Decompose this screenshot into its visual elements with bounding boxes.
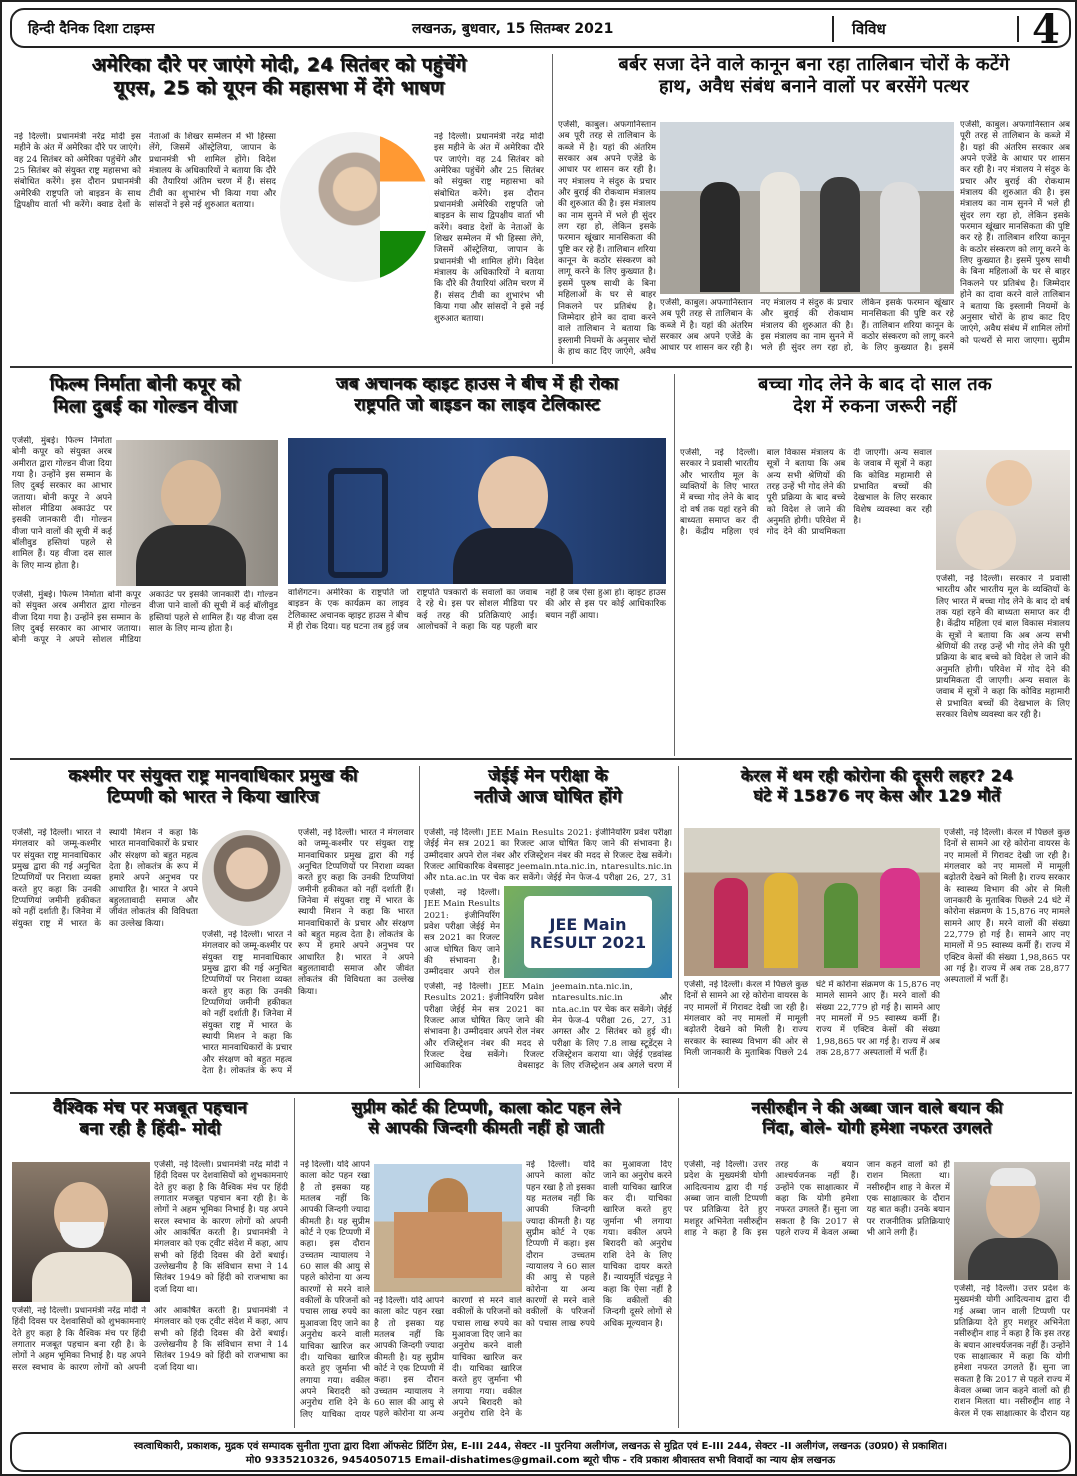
article-body: एजेंसी, नई दिल्ली। सरकार ने प्रवासी भारतीय और भारतीय मूल के व्यक्तियों के लिए भारत में बच्चा गोद लेने के बाद दो वर्ष तक यहां रहने की बाध्यता समाप्त कर दी है। केंद्रीय महिला एवं बाल विकास मंत्रालय के सूत्रों ने बताया कि अब अन्य सभी श्रेणियों की तरह उन्हें भी गोद लेने की पूरी प्रक्रिया के बाद बच्चे को विदेश ले जाने की अनुमति होगी। परिवेश में गोद देने की प्राथमिकता दी जाएगी। अन्य सवाल के जवाब में सूत्रों ने कहा कि कोविड महामारी से प्रभावित बच्चों की देखभाल के लिए सरकार विशेष व्यवस्था कर रही है। (680, 448, 932, 538)
column-rule (294, 1098, 295, 1428)
headline: अमेरिका दौरे पर जाएंगे मोदी, 24 सितंबर को पहुंचेंगे (91, 54, 467, 76)
article-body: एजेंसी, नई दिल्ली। JEE Main Results 2021: इंजीनियरिंग प्रवेश परीक्षा जेईई मेन सत्र 2021 का रिजल्ट आज घोषित किए जाने की संभावना है। उम्मीदवार अपने रोल (424, 888, 500, 978)
article-body: एजेंसी, मुंबई। फिल्म निर्माता बोनी कपूर को संयुक्त अरब अमीरात द्वारा गोल्डन वीजा दिया गया है। उन्होंने इस सम्मान के लिए दुबई सरकार का आभार जताया। बोनी कपूर ने अपने सोशल मीडिया अकाउंट पर इसकी जानकारी दी। गोल्डन वीजा पाने वालों की सूची में कई बॉलीवुड हस्तियां पहले से शामिल हैं। यह वीजा दस साल के लिए मान्य होता है। (12, 590, 278, 646)
headline: जब अचानक व्हाइट हाउस ने बीच में ही रोका (335, 374, 619, 394)
article-body: एजेंसी, नई दिल्ली। सरकार ने प्रवासी भारतीय और भारतीय मूल के व्यक्तियों के लिए भारत में बच्चा गोद लेने के बाद दो वर्ष तक यहां रहने की बाध्यता समाप्त कर दी है। केंद्रीय महिला एवं बाल विकास मंत्रालय के सूत्रों ने बताया कि अब अन्य सभी श्रेणियों की तरह उन्हें भी गोद लेने की पूरी प्रक्रिया के बाद बच्चे को विदेश ले जाने की अनुमति होगी। परिवेश में गोद देने की प्राथमिकता दी जाएगी। अन्य सवाल के जवाब में सूत्रों ने कहा कि कोविड महामारी से प्रभावित बच्चों की देखभाल के लिए सरकार विशेष व्यवस्था कर रही है। (936, 574, 1070, 721)
kapoor-photo (116, 440, 278, 586)
un-chief-photo (202, 830, 292, 926)
article-taliban (556, 54, 1072, 364)
headline: घंटे में 15876 नए केस और 129 मौतें (753, 785, 1001, 805)
article-modi-us (10, 54, 548, 362)
article-biden (284, 374, 670, 754)
article-body: एजेंसी, नई दिल्ली। केरल में पिछले कुछ दिनों से सामने आ रहे कोरोना वायरस के नए मामलों में गिरावट देखी जा रही है। मंगलवार को नए मामलों में मामूली बढ़ोतरी देखने को मिली है। राज्य सरकार के स्वास्थ्य विभाग की ओर से मिली जानकारी के मुताबिक पिछले 24 घंटे में कोरोना संक्रमण के 15,876 नए मामले सामने आए हैं। मरने वालों की संख्या 22,779 हो गई है। सामने आए नए मामलों में 95 स्वास्थ्य कर्मी हैं। राज्य में एक्टिव केसों की संख्या 1,98,865 पर आ गई है। राज्य में अब तक 28,877 अस्पतालों में भर्ती हैं। (684, 980, 940, 1059)
india-flag-icon (380, 132, 430, 282)
article-body: नई दिल्ली। यदि आपने काला कोट पहन रखा है तो इसका यह मतलब नहीं कि आपकी जिन्दगी ज्यादा कीमती है। यह सुप्रीम कोर्ट ने एक टिप्पणी में कहा। इस दौरान उच्चतम न्यायालय ने 60 साल की आयु से पहले कोरोना या अन्य कारणों से मरने वाले वकीलों के परिजनों को पचास लाख रुपये का मुआवजा दिए जाने का अनुरोध करने वाली याचिका खारिज कर दी। याचिका खारिज करते हुए जुर्माना भी लगाया गया। वकील अपने बिरादरी को अनुरोध राशि देने के लिए याचिका दायर (300, 1160, 370, 1420)
headline: कश्मीर पर संयुक्त राष्ट्र मानवाधिकार प्रमुख की (68, 766, 358, 786)
paper-name: हिन्दी दैनिक दिशा टाइम्स (28, 21, 155, 37)
adoption-photo (936, 450, 1070, 570)
section-rule (10, 1092, 1072, 1094)
contact-numbers: मो0 9335210326, 9454050715 Email- (245, 1454, 450, 1466)
bureau-chief: ब्यूरो चीफ - रवि प्रकाश श्रीवास्तव सभी विवादों का न्याय क्षेत्र लखनऊ (583, 1454, 836, 1466)
article-jee (422, 766, 674, 1088)
jee-photo (504, 886, 672, 978)
article-kerala (682, 766, 1072, 1088)
masthead-divider (832, 16, 834, 42)
article-body: एजेंसी, नई दिल्ली। उत्तर प्रदेश के मुख्यमंत्री योगी आदित्यनाथ द्वारा दी गई अब्बा जान वाली टिप्पणी पर प्रतिक्रिया देते हुए मशहूर अभिनेता नसीरुद्दीन शाह ने कहा है कि इस तरह के बयान आश्चर्यजनक नहीं हैं। उन्होंने एक साक्षात्कार में कहा कि योगी हमेशा नफरत उगलते हैं। सुना जा सकता है कि 2017 से पहले राज्य में केवल अब्बा जान कहने वालों को ही राशन मिलता था। नसीरुद्दीन शाह ने केरल में एक साक्षात्कार के दौरान यह (954, 1284, 1070, 1419)
page-number: 4 (1032, 6, 1060, 53)
headline: टिप्पणी को भारत ने किया खारिज (107, 786, 319, 807)
headline: नतीजे आज घोषित होंगे (474, 786, 622, 807)
headline: निंदा, बोले- योगी हमेशा नफरत उगलते (762, 1117, 992, 1137)
article-body: एजेंसी, काबुल। अफगानिस्तान अब पूरी तरह से तालिबान के कब्जे में है। यहां की अंतरिम सरकार अब अपने एजेंडे के आधार पर शासन कर रही है। नए मंत्रालय ने संदुरु के प्रचार और बुराई की रोकथाम मंत्रालय की शुरुआत की है। इस मंत्रालय का नाम सुनने में भले ही सुंदर लग रहा हो, लेकिन इसके फरमान खूंखार मानसिकता की पुष्टि कर रहे हैं। तालिबान शरिया कानून के कठोर संस्करण को लागू करने के लिए कुख्यात है। इसमें (660, 298, 954, 354)
headline: राष्ट्रपति जो बाइडन का लाइव टेलिकास्ट (354, 394, 600, 415)
taliban-photo (660, 122, 954, 294)
jee-result-badge (524, 896, 652, 968)
imprint-line: स्वत्वाधिकारी, प्रकाशक, मुद्रक एवं सम्पादक सुनीता गुप्ता द्वारा दिशा ऑफसेट प्रिंटिंग प्रेस, E-III 244, सेक्टर -II पुरनिया अलीगंज, लखनऊ से मुद्रित एवं E-III 244, सेक्टर -II अलीगंज, लखनऊ (उ0प्र0) से प्रकाशित। (133, 1441, 948, 1452)
column-rule (552, 54, 553, 364)
imprint-footer (10, 1432, 1071, 1472)
article-body: एजेंसी, नई दिल्ली। प्रधानमंत्री नरेंद्र मोदी ने हिंदी दिवस पर देशवासियों को शुभकामनाएं देते हुए कहा है कि वैश्विक मंच पर हिंदी लगातार मजबूत पहचान बना रही है। के लोगों ने अहम भूमिका निभाई है। यह अपने सरल स्वभाव के कारण लोगों को अपनी ओर आकर्षित करती है। प्रधानमंत्री ने मंगलवार को एक ट्वीट संदेश में कहा, आप सभी को हिंदी दिवस की ढेरों बधाई। उल्लेखनीय है कि संविधान सभा ने 14 सितंबर 1949 को हिंदी को राजभाषा का दर्जा दिया था। (12, 1306, 288, 1373)
biden-photo (288, 438, 666, 584)
article-body: नई दिल्ली। प्रधानमंत्री नरेंद्र मोदी इस महीने के अंत में अमेरिका दौरे पर जाएंगे। वह 24 सितंबर को अमेरिका पहुंचेंगे और 25 सितंबर को संयुक्त राष्ट्र महासभा को संबोधित करेंगे। इस दौरान प्रधानमंत्री अमेरिकी राष्ट्रपति जो बाइडन के साथ द्विपक्षीय वार्ता भी करेंगे। क्वाड देशों के नेताओं के शिखर सम्मेलन में भी हिस्सा लेंगे, जिसमें ऑस्ट्रेलिया, जापान के प्रधानमंत्री भी शामिल होंगे। विदेश मंत्रालय के अधिकारियों ने बताया कि दौरे की तैयारियां अंतिम चरण में हैं। संसद टीवी का शुभारंभ भी किया गया और सांसदों ने इसे नई शुरुआत बताया। (434, 132, 544, 324)
article-body: नई दिल्ली। प्रधानमंत्री नरेंद्र मोदी इस महीने के अंत में अमेरिका दौरे पर जाएंगे। वह 24 सितंबर को अमेरिका पहुंचेंगे और 25 सितंबर को संयुक्त राष्ट्र महासभा को संबोधित करेंगे। इस दौरान प्रधानमंत्री अमेरिकी राष्ट्रपति जो बाइडन के साथ द्विपक्षीय वार्ता भी करेंगे। क्वाड देशों के नेताओं के शिखर सम्मेलन में भी हिस्सा लेंगे, जिसमें ऑस्ट्रेलिया, जापान के प्रधानमंत्री भी शामिल होंगे। विदेश मंत्रालय के अधिकारियों ने बताया कि दौरे की तैयारियां अंतिम चरण में हैं। संसद टीवी का शुभारंभ भी किया गया और सांसदों ने इसे नई शुरुआत बताया। (14, 132, 276, 211)
column-rule (678, 766, 679, 1088)
article-body: एजेंसी, नई दिल्ली। भारत ने मंगलवार को जम्मू-कश्मीर पर संयुक्त राष्ट्र मानवाधिकार प्रमुख द्वारा की गई अनुचित टिप्पणियों पर निराशा व्यक्त करते हुए कहा कि उनकी टिप्पणियां जमीनी हकीकत को नहीं दर्शाती हैं। जिनेवा में संयुक्त राष्ट्र में भारत के स्थायी मिशन ने कहा कि भारत मानवाधिकारों के प्रचार और संरक्षण को बहुत महत्व देता है। लोकतंत्र के रूप में (202, 930, 292, 1077)
headline: बर्बर सजा देने वाले कानून बना रहा तालिबान चोरों के कटेंगे (618, 54, 1010, 75)
section-rule (10, 758, 1072, 760)
article-body: एजेंसी, नई दिल्ली। उत्तर प्रदेश के मुख्यमंत्री योगी आदित्यनाथ द्वारा दी गई अब्बा जान वाली टिप्पणी पर प्रतिक्रिया देते हुए मशहूर अभिनेता नसीरुद्दीन शाह ने कहा है कि इस तरह के बयान आश्चर्यजनक नहीं हैं। उन्होंने एक साक्षात्कार में कहा कि योगी हमेशा नफरत उगलते हैं। सुना जा सकता है कि 2017 से पहले राज्य में केवल अब्बा जान कहने वालों को ही राशन मिलता था। नसीरुद्दीन शाह ने केरल में एक साक्षात्कार के दौरान यह बात कही। उनके बयान पर राजनीतिक प्रतिक्रियाएं भी आने लगी हैं। (684, 1160, 950, 1239)
article-body: एजेंसी, काबुल। अफगानिस्तान अब पूरी तरह से तालिबान के कब्जे में है। यहां की अंतरिम सरकार अब अपने एजेंडे के आधार पर शासन कर रही है। नए मंत्रालय ने संदुरु के प्रचार और बुराई की रोकथाम मंत्रालय की शुरुआत की है। इस मंत्रालय का नाम सुनने में भले ही सुंदर लग रहा हो, लेकिन इसके फरमान खूंखार मानसिकता की पुष्टि कर रहे हैं। तालिबान शरिया कानून के कठोर संस्करण को लागू करने के लिए कुख्यात है। इसमें पुरुष साथी के बिना महिलाओं के घर से बाहर निकलने पर प्रतिबंध है। जिम्मेदार होने का दावा करने वाले तालिबान ने बताया कि इस्लामी नियमों के अनुसार चोरों के हाथ काट दिए जाएंगे, अवैध (558, 120, 656, 357)
masthead-divider (1017, 16, 1019, 42)
article-adoption (678, 374, 1072, 754)
article-naseeruddin (682, 1098, 1072, 1428)
headline: नसीरुद्दीन ने की अब्बा जान वाले बयान की (751, 1098, 1003, 1117)
article-kapoor (10, 374, 280, 754)
section-name: विविध (852, 20, 886, 38)
column-rule (419, 766, 420, 1088)
headline: बना रही है हिंदी- मोदी (79, 1118, 221, 1139)
column-rule (674, 374, 675, 756)
badge-line: JEE Main (549, 915, 627, 934)
article-supreme-court (298, 1098, 674, 1428)
headline: मिला दुबई का गोल्डन वीजा (53, 395, 237, 417)
headline: जेईई मेन परीक्षा के (488, 766, 608, 786)
article-body: नई दिल्ली। यदि आपने काला कोट पहन रखा है तो इसका यह मतलब नहीं कि आपकी जिन्दगी ज्यादा कीमती है। यह सुप्रीम कोर्ट ने एक टिप्पणी में कहा। इस दौरान उच्चतम न्यायालय ने 60 साल की आयु से पहले कोरोना या अन्य कारणों से मरने वाले वकीलों के परिजनों को पचास लाख रुपये का मुआवजा दिए जाने का अनुरोध करने वाली याचिका खारिज कर दी। याचिका खारिज करते हुए जुर्माना भी लगाया गया। वकील अपने बिरादरी को अनुरोध राशि देने के लिए याचिका दायर करते हैं। न्यायमूर्ति चंद्रचूड़ ने कहा कि ऐसा नहीं है कि वकीलों की जिन्दगी दूसरे लोगों से अधिक मूल्यवान है। (526, 1160, 672, 1329)
article-body: एजेंसी, नई दिल्ली। केरल में पिछले कुछ दिनों से सामने आ रहे कोरोना वायरस के नए मामलों में गिरावट देखी जा रही है। मंगलवार को नए मामलों में मामूली बढ़ोतरी देखने को मिली है। राज्य सरकार के स्वास्थ्य विभाग की ओर से मिली जानकारी के मुताबिक पिछले 24 घंटे में कोरोना संक्रमण के 15,876 नए मामले सामने आए हैं। मरने वालों की संख्या 22,779 हो गई है। सामने आए नए मामलों में 95 स्वास्थ्य कर्मी हैं। राज्य में एक्टिव केसों की संख्या 1,98,865 पर आ गई है। राज्य में अब तक 28,877 अस्पतालों में भर्ती हैं। (944, 828, 1070, 986)
article-body: एजेंसी, नई दिल्ली। भारत ने मंगलवार को जम्मू-कश्मीर पर संयुक्त राष्ट्र मानवाधिकार प्रमुख द्वारा की गई अनुचित टिप्पणियों पर निराशा व्यक्त करते हुए कहा कि उनकी टिप्पणियां जमीनी हकीकत को नहीं दर्शाती हैं। जिनेवा में संयुक्त राष्ट्र में भारत के स्थायी मिशन ने कहा कि भारत मानवाधिकारों के प्रचार और संरक्षण को बहुत महत्व देता है। लोकतंत्र के रूप में हमारे अपने अनुभव पर आधारित है। भारत ने अपने बहुलतावादी समाज और जीवंत लोकतंत्र की विविधता का उल्लेख किया। (298, 828, 414, 997)
article-body: एजेंसी, मुंबई। फिल्म निर्माता बोनी कपूर को संयुक्त अरब अमीरात द्वारा गोल्डन वीजा दिया गया है। उन्होंने इस सम्मान के लिए दुबई सरकार का आभार जताया। बोनी कपूर ने अपने सोशल मीडिया अकाउंट पर इसकी जानकारी दी। गोल्डन वीजा पाने वालों की सूची में कई बॉलीवुड हस्तियां पहले से शामिल हैं। यह वीजा दस साल के लिए मान्य होता है। (12, 436, 112, 571)
headline: हाथ, अवैध संबंध बनाने वालों पर बरसेंगे पत्थर (659, 75, 969, 97)
modi-hindi-photo (12, 1162, 150, 1302)
article-body: एजेंसी, नई दिल्ली। प्रधानमंत्री नरेंद्र मोदी ने हिंदी दिवस पर देशवासियों को शुभकामनाएं देते हुए कहा है कि वैश्विक मंच पर हिंदी लगातार मजबूत पहचान बना रही है। के लोगों ने अहम भूमिका निभाई है। यह अपने सरल स्वभाव के कारण लोगों को अपनी ओर आकर्षित करती है। प्रधानमंत्री ने मंगलवार को एक ट्वीट संदेश में कहा, आप सभी को हिंदी दिवस की ढेरों बधाई। उल्लेखनीय है कि संविधान सभा ने 14 सितंबर 1949 को हिंदी को राजभाषा का दर्जा दिया था। (154, 1160, 288, 1295)
headline: बच्चा गोद लेने के बाद दो साल तक (758, 374, 992, 395)
masthead (10, 6, 1071, 53)
headline: से आपकी जिन्दगी कीमती नहीं हो जाती (368, 1117, 604, 1137)
modi-photo (280, 132, 430, 282)
headline: फिल्म निर्माता बोनी कपूर को (49, 374, 241, 395)
column-rule (678, 1098, 679, 1428)
naseeruddin-photo (954, 1162, 1070, 1280)
headline: देश में रुकना जरूरी नहीं (793, 395, 957, 417)
kerala-covid-photo (684, 828, 940, 976)
headline: केरल में थम रही कोरोना की दूसरी लहर? 24 (740, 766, 1014, 785)
badge-line: RESULT 2021 (529, 933, 647, 953)
article-hindi (10, 1098, 290, 1428)
article-body: एजेंसी, नई दिल्ली। भारत ने मंगलवार को जम्मू-कश्मीर पर संयुक्त राष्ट्र मानवाधिकार प्रमुख द्वारा की गई अनुचित टिप्पणियों पर निराशा व्यक्त करते हुए कहा कि उनकी टिप्पणियां जमीनी हकीकत को नहीं दर्शाती हैं। जिनेवा में संयुक्त राष्ट्र में भारत के स्थायी मिशन ने कहा कि भारत मानवाधिकारों के प्रचार और संरक्षण को बहुत महत्व देता है। लोकतंत्र के रूप में हमारे अपने अनुभव पर आधारित है। भारत ने अपने बहुलतावादी समाज और जीवंत लोकतंत्र की विविधता का उल्लेख किया। (12, 828, 198, 929)
headline: यूएस, 25 को यूएन की महासभा में देंगे भाषण (113, 77, 445, 100)
article-body: एजेंसी, नई दिल्ली। JEE Main Results 2021: इंजीनियरिंग प्रवेश परीक्षा जेईई मेन सत्र 2021 का रिजल्ट आज घोषित किए जाने की संभावना है। उम्मीदवार अपने रोल नंबर और रजिस्ट्रेशन नंबर की मदद से रिजल्ट देख सकेंगे। रिजल्ट आधिकारिक वेबसाइट jeemain.nta.nic.in, ntaresults.nic.in और nta.ac.in पर चेक कर सकेंगे। जेईई मेन फेज-4 परीक्षा 26, 27, 31 अगस्त और 2 सितंबर को हुई थी। परीक्षा के लिए 7.8 लाख स्टूडेंट्स ने रजिस्ट्रेशन कराया था। जेईई एडवांस्ड के लिए रजिस्ट्रेशन अब अगले चरण में (424, 982, 672, 1072)
headline: वैश्विक मंच पर मजबूत पहचान (52, 1098, 248, 1118)
article-body: एजेंसी, काबुल। अफगानिस्तान अब पूरी तरह से तालिबान के कब्जे में है। यहां की अंतरिम सरकार अब अपने एजेंडे के आधार पर शासन कर रही है। नए मंत्रालय ने संदुरु के प्रचार और बुराई की रोकथाम मंत्रालय की शुरुआत की है। इस मंत्रालय का नाम सुनने में भले ही सुंदर लग रहा हो, लेकिन इसके फरमान खूंखार मानसिकता की पुष्टि कर रहे हैं। तालिबान शरिया कानून के कठोर संस्करण को लागू करने के लिए कुख्यात है। इसमें पुरुष साथी के बिना महिलाओं के घर से बाहर निकलने पर प्रतिबंध है। जिम्मेदार होने का दावा करने वाले तालिबान ने बताया कि इस्लामी नियमों के अनुसार चोरों के हाथ काट दिए जाएंगे, अवैध संबंध में शामिल लोगों को पत्थरों से मारा जाएगा। सुप्रीम (960, 120, 1070, 346)
headline: सुप्रीम कोर्ट की टिप्पणी, काला कोट पहन लेने (351, 1098, 621, 1117)
article-body: एजेंसी, नई दिल्ली। JEE Main Results 2021: इंजीनियरिंग प्रवेश परीक्षा जेईई मेन सत्र 2021 का रिजल्ट आज घोषित किए जाने की संभावना है। उम्मीदवार अपने रोल नंबर और रजिस्ट्रेशन नंबर की मदद से रिजल्ट देख सकेंगे। रिजल्ट आधिकारिक वेबसाइट jeemain.nta.nic.in, ntaresults.nic.in और nta.ac.in पर चेक कर सकेंगे। जेईई मेन फेज-4 परीक्षा 26, 27, 31 (424, 828, 672, 884)
place-date: लखनऊ, बुधवार, 15 सितम्बर 2021 (412, 21, 614, 37)
imprint-line (92, 1454, 989, 1468)
supreme-court-photo (374, 1164, 522, 1292)
article-kashmir (10, 766, 416, 1088)
article-body: वाशिंगटन। अमेरिका के राष्ट्रपति जो बाइडन के एक कार्यक्रम का लाइव टेलिकास्ट अचानक व्हाइट हाउस ने बीच में ही रोक दिया। यह घटना तब हुई जब राष्ट्रपति पत्रकारों के सवालों का जवाब दे रहे थे। इस पर सोशल मीडिया पर कई तरह की प्रतिक्रियाएं आईं। आलोचकों ने कहा कि यह पहली बार नहीं है जब ऐसा हुआ हो। व्हाइट हाउस की ओर से इस पर कोई आधिकारिक बयान नहीं आया। (288, 588, 666, 633)
article-body: नई दिल्ली। यदि आपने काला कोट पहन रखा है तो इसका यह मतलब नहीं कि आपकी जिन्दगी ज्यादा कीमती है। यह सुप्रीम कोर्ट ने एक टिप्पणी में कहा। इस दौरान उच्चतम न्यायालय ने 60 साल की आयु से पहले कोरोना या अन्य कारणों से मरने वाले वकीलों के परिजनों को पचास लाख रुपये का मुआवजा दिए जाने का अनुरोध करने वाली याचिका खारिज कर दी। याचिका खारिज करते हुए जुर्माना भी लगाया गया। वकील अपने बिरादरी को अनुरोध राशि देने के (374, 1296, 522, 1420)
email-link[interactable]: dishatimes@gmail.com (449, 1454, 580, 1466)
section-rule (10, 366, 1072, 368)
